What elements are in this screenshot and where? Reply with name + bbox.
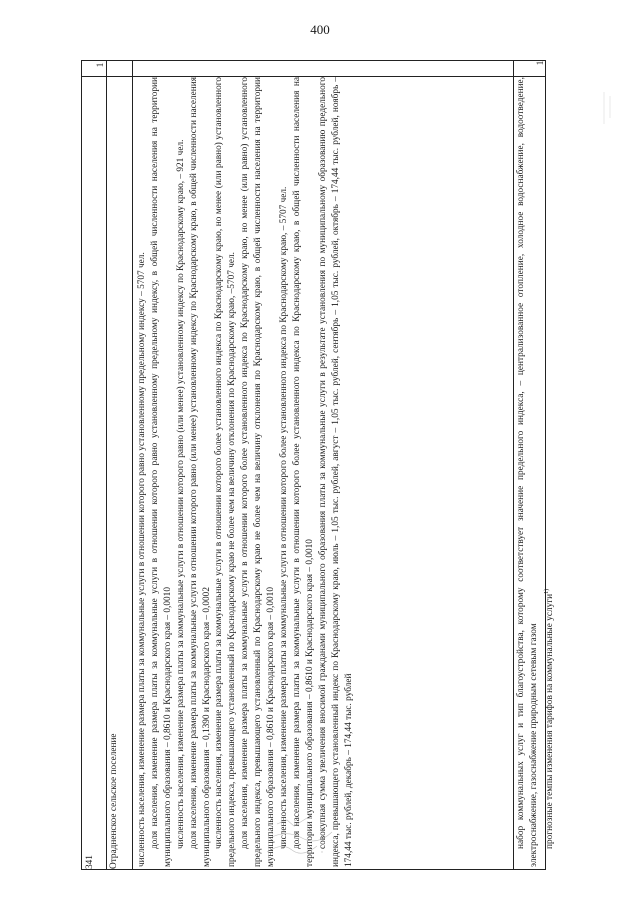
settlement-name: Отрадненское сельское поселение <box>109 733 119 869</box>
paragraph-text: прогнозные темпы изменения тарифов на коммунальные услуги <box>544 593 555 849</box>
settlement-cell <box>108 709 130 869</box>
paragraph: доля населения, изменение размера платы за коммунальные услуги в отношении которого более установленного индекса по Краснодарскому краю, но менее (или равно) установленного предельного индекса, превышающего установленный по Краснодарскому краю не более чем на величину отклонения по Краснодарскому краю, в общей численности населения на территории муниципального образования – 0,8610 и Краснодарского края – 0,0010 <box>240 77 277 867</box>
column-divider-2 <box>132 61 133 869</box>
paragraph: численность населения, изменение размера платы за коммунальные услуги в отношении которого равно установленному предельному индексу – 5707 чел. <box>137 252 147 867</box>
column-header-1: 1 <box>95 62 105 68</box>
indicators-text-part1 <box>136 77 510 867</box>
paragraph: набор коммунальных услуг и тип благоустройства, которому соответствует значение предельного индекса, – централизованное отопление, холодное водоснабжение, водоотведение, электроснабжение, газоснабжение природным сетевым газом <box>516 77 539 867</box>
indicators-text-part2 <box>515 77 555 867</box>
paragraph <box>541 77 557 867</box>
paragraph: численность населения, изменение размера платы за коммунальные услуги в отношении которого более установленного индекса по Краснодарскому краю, но менее (или равно) установленного предельного индекса, превышающего установленный по Краснодарскому краю не более чем на величину отклонения по Краснодарскому краю, –5707 чел. <box>214 77 238 867</box>
column-header-1-right: 1 <box>535 60 545 66</box>
paragraph: доля населения, изменение размера платы за коммунальные услуги в отношении которого более установленного индекса по Краснодарскому краю, в общей численности населения на территории муниципального образования – 0,8610 и Краснодарского края – 0,0010 <box>291 77 315 867</box>
paragraph: совокупная сумма увеличения вносимой гражданами муниципального образования платы за коммунальные услуги в результате установления по муниципальному образованию предельного индекса, превышающего установленный индекс по Краснодарскому краю, июль – 1,05 тыс. рублей, август – 1,05 тыс. рублей, сентябрь – 1,05 тыс. рублей, октябрь – 174,44 тыс. рублей, ноябрь – 174,44 тыс. рублей, декабрь – 174,44 тыс. рублей <box>317 77 354 867</box>
row-number: 341 <box>85 855 95 869</box>
page-number: 400 <box>310 22 330 37</box>
paragraph: численность населения, изменение размера платы за коммунальные услуги в отношении которого равно (или менее) установленному индексу по Краснодарскому краю, – 921 чел. <box>175 139 186 849</box>
paragraph: численность населения, изменение размера платы за коммунальные услуги в отношении которого более установленного индекса по Краснодарскому краю, – 5707 чел. <box>278 186 289 849</box>
data-table <box>81 60 555 870</box>
paragraph: доля населения, изменение размера платы за коммунальные услуги в отношении которого равно установленному предельному индексу, в общей численности населения на территории муниципального образования – 0,8610 и Краснодарского края – 0,0010 <box>149 77 173 867</box>
paragraph: доля населения, изменение размера платы за коммунальные услуги в отношении которого равно (или менее) установленному индексу по Краснодарскому краю, в общей численности населения муниципального образования – 0,1390 и Краснодарского края – 0,0002 <box>188 77 212 867</box>
row-number-cell <box>84 819 104 869</box>
row-divider-part2 <box>513 61 514 869</box>
footnote-marker: 1) <box>543 588 550 594</box>
scan-artifact-icon <box>262 812 342 862</box>
column-divider-1 <box>106 61 107 869</box>
edge-mark-icon <box>600 88 620 128</box>
